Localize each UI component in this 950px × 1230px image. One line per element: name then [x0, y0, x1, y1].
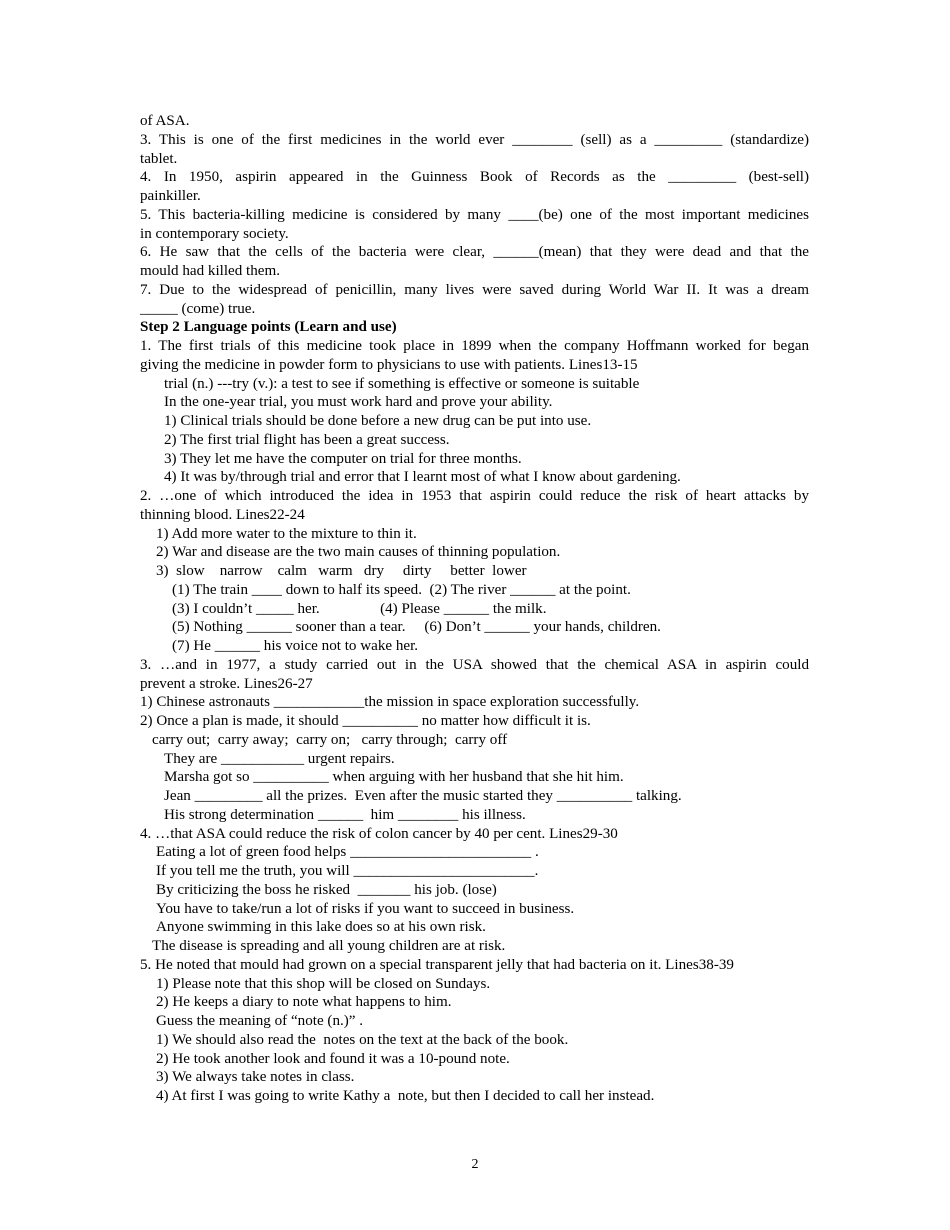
point-1-example: 4) It was by/through trial and error that I learnt most of what I know about gardening.: [164, 469, 681, 486]
point-3-line-1: 3. …and in 1977, a study carried out in the USA showed that the chemical ASA in aspirin could: [140, 656, 809, 673]
exercise-item-3-line-2: tablet.: [140, 150, 178, 167]
point-1-example: 1) Clinical trials should be done before a new drug can be put into use.: [164, 413, 592, 429]
exercise-item-5-line-2: in contemporary society.: [140, 225, 289, 242]
point-3-phrase-options: carry out; carry away; carry on; carry through; carry off: [152, 731, 508, 748]
point-3-example: 1) Chinese astronauts ____________the mission in space exploration successfully.: [140, 694, 640, 711]
page-number: 2: [471, 1157, 479, 1172]
point-2-blank-exercise: (7) He ______ his voice not to wake her.: [172, 638, 419, 654]
point-1-line-1: 1. The first trials of this medicine took place in 1899 when the company Hoffmann worked for began: [140, 338, 809, 354]
point-2-blank-exercise: (3) I couldn’t _____ her. (4) Please ______ the milk.: [172, 600, 547, 617]
point-2-line-2: thinning blood. Lines22-24: [140, 506, 305, 523]
point-2-example: 2) War and disease are the two main causes of thinning population.: [156, 544, 561, 561]
point-5-example: 2) He took another look and found it was a 10-pound note.: [156, 1050, 510, 1067]
step2-heading: Step 2 Language points (Learn and use): [140, 319, 397, 336]
exercise-item-3-line-1: 3. This is one of the first medicines in the world ever ________ (sell) as a _________ (standardize): [140, 131, 809, 148]
point-4-example: By criticizing the boss he risked _______ his job. (lose): [156, 881, 497, 898]
exercise-item-4-line-2: painkiller.: [140, 188, 201, 204]
point-5-example: 2) He keeps a diary to note what happens to him.: [156, 994, 452, 1011]
point-1-line-2: giving the medicine in powder form to physicians to use with patients. Lines13-15: [140, 356, 638, 373]
point-1-example: 2) The first trial flight has been a great success.: [164, 431, 450, 448]
point-1-definition: trial (n.) ---try (v.): a test to see if something is effective or someone is suitable: [164, 375, 640, 392]
point-5-example: 1) Please note that this shop will be closed on Sundays.: [156, 975, 491, 992]
point-1-example: In the one-year trial, you must work hard and prove your ability.: [164, 394, 553, 411]
point-5-prompt: Guess the meaning of “note (n.)” .: [156, 1013, 364, 1029]
point-3-line-2: prevent a stroke. Lines26-27: [140, 675, 313, 692]
exercise-item-7-line-2: _____ (come) true.: [140, 300, 256, 317]
point-2-example: 1) Add more water to the mixture to thin it.: [156, 525, 417, 542]
point-4-example: Anyone swimming in this lake does so at his own risk.: [156, 919, 486, 936]
document-page: [140, 112, 809, 1106]
point-5-line-1: 5. He noted that mould had grown on a special transparent jelly that had bacteria on it. Lines38-39: [140, 956, 734, 973]
point-1-example: 3) They let me have the computer on trial for three months.: [164, 450, 522, 467]
point-2-blank-exercise: (5) Nothing ______ sooner than a tear. (6) Don’t ______ your hands, children.: [172, 619, 661, 636]
exercise-item-7-line-1: 7. Due to the widespread of penicillin, many lives were saved during World War II. It was a dream: [140, 281, 809, 298]
exercise-item-6-line-1: 6. He saw that the cells of the bacteria were clear, ______(mean) that they were dead and that the: [140, 244, 809, 261]
point-5-example: 1) We should also read the notes on the text at the back of the book.: [156, 1031, 569, 1048]
point-4-example: If you tell me the truth, you will ________________________.: [156, 863, 539, 879]
point-3-blank-exercise: His strong determination ______ him ________ his illness.: [164, 806, 526, 823]
point-2-blank-exercise: (1) The train ____ down to half its speed. (2) The river ______ at the point.: [172, 581, 631, 598]
exercise-item-4-line-1: 4. In 1950, aspirin appeared in the Guinness Book of Records as the _________ (best-sell): [140, 169, 809, 186]
point-2-word-list: 3) slow narrow calm warm dry dirty better lower: [156, 563, 527, 579]
point-3-example: 2) Once a plan is made, it should __________ no matter how difficult it is.: [140, 713, 591, 729]
point-5-example: 3) We always take notes in class.: [156, 1069, 355, 1086]
point-3-blank-exercise: Jean _________ all the prizes. Even after the music started they __________ talking.: [164, 788, 682, 804]
exercise-item-6-line-2: mould had killed them.: [140, 263, 281, 279]
point-4-example: You have to take/run a lot of risks if you want to succeed in business.: [156, 900, 575, 917]
point-5-example: 4) At first I was going to write Kathy a note, but then I decided to call her instead.: [156, 1088, 655, 1104]
point-3-blank-exercise: They are ___________ urgent repairs.: [164, 750, 395, 767]
exercise-item-5-line-1: 5. This bacteria-killing medicine is considered by many ____(be) one of the most important medicines: [140, 206, 809, 223]
point-4-example: The disease is spreading and all young children are at risk.: [152, 938, 506, 954]
point-3-blank-exercise: Marsha got so __________ when arguing with her husband that she hit him.: [164, 769, 624, 786]
point-2-line-1: 2. …one of which introduced the idea in 1953 that aspirin could reduce the risk of heart attacks by: [140, 488, 809, 504]
point-4-example: Eating a lot of green food helps ________________________ .: [156, 844, 539, 861]
exercise-continuation: of ASA.: [140, 113, 190, 129]
point-4-line-1: 4. …that ASA could reduce the risk of colon cancer by 40 per cent. Lines29-30: [140, 825, 618, 842]
